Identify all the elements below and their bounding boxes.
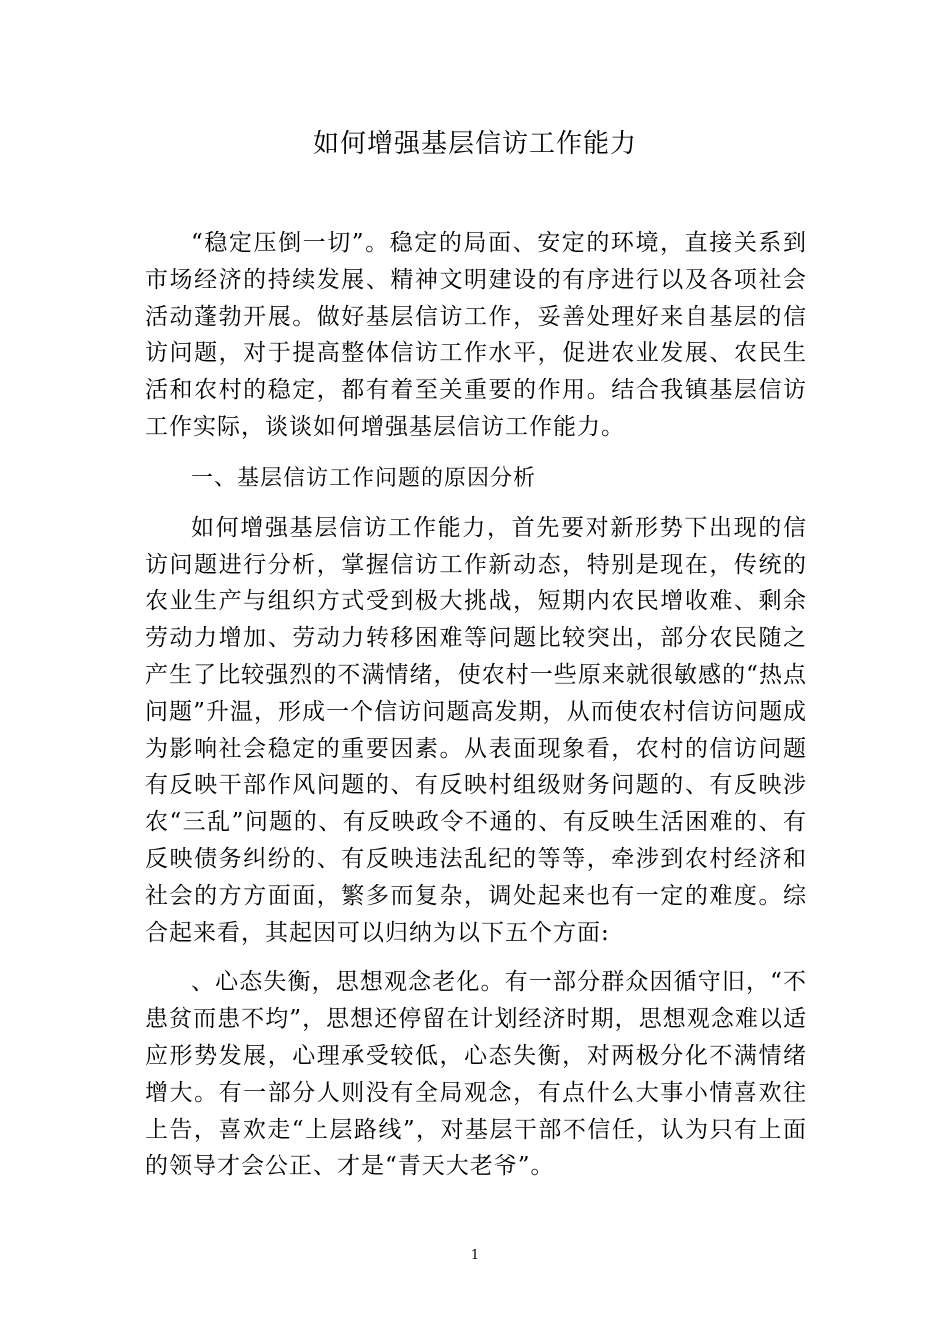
paragraph-point-1: 、心态失衡，思想观念老化。有一部分群众因循守旧，“不患贫而患不均”，思想还停留在计划经济时期，思想观念难以适应形势发展，心理承受较低，心态失衡，对两极分化不满情绪增大。有一部分人则没有全局观念，有点什么大事小情喜欢往上告，喜欢走“上层路线”，对基层干部不信任，认为只有上面的领导才会公正、才是“青天大老爷”。 xyxy=(145,969,807,1180)
paragraph-intro: “稳定压倒一切”。稳定的局面、安定的环境，直接关系到市场经济的持续发展、精神文明建设的有序进行以及各项社会活动蓬勃开展。做好基层信访工作，妥善处理好来自基层的信访问题，对于提高整体信访工作水平，促进农业发展、农民生活和农村的稳定，都有着至关重要的作用。结合我镇基层信访工作实际，谈谈如何增强基层信访工作能力。 xyxy=(145,230,807,440)
section-heading-1: 一、基层信访工作问题的原因分析 xyxy=(191,465,537,491)
document-body xyxy=(145,225,807,1185)
document-title: 如何增强基层信访工作能力 xyxy=(312,129,637,159)
paragraph-analysis: 如何增强基层信访工作能力，首先要对新形势下出现的信访问题进行分析，掌握信访工作新动态，特别是现在，传统的农业生产与组织方式受到极大挑战，短期内农民增收难、剩余劳动力增加、劳动力转移困难等问题比较突出，部分农民随之产生了比较强烈的不满情绪，使农村一些原来就很敏感的“热点问题”升温，形成一个信访问题高发期，从而使农村信访问题成为影响社会稳定的重要因素。从表面现象看，农村的信访问题有反映干部作风问题的、有反映村组级财务问题的、有反映涉农“三乱”问题的、有反映政令不通的、有反映生活困难的、有反映债务纠纷的、有反映违法乱纪的等等，牵涉到农村经济和社会的方方面面，繁多而复杂，调处起来也有一定的难度。综合起来看，其起因可以归纳为以下五个方面: xyxy=(145,514,807,946)
page-number: 1 xyxy=(470,1248,480,1263)
